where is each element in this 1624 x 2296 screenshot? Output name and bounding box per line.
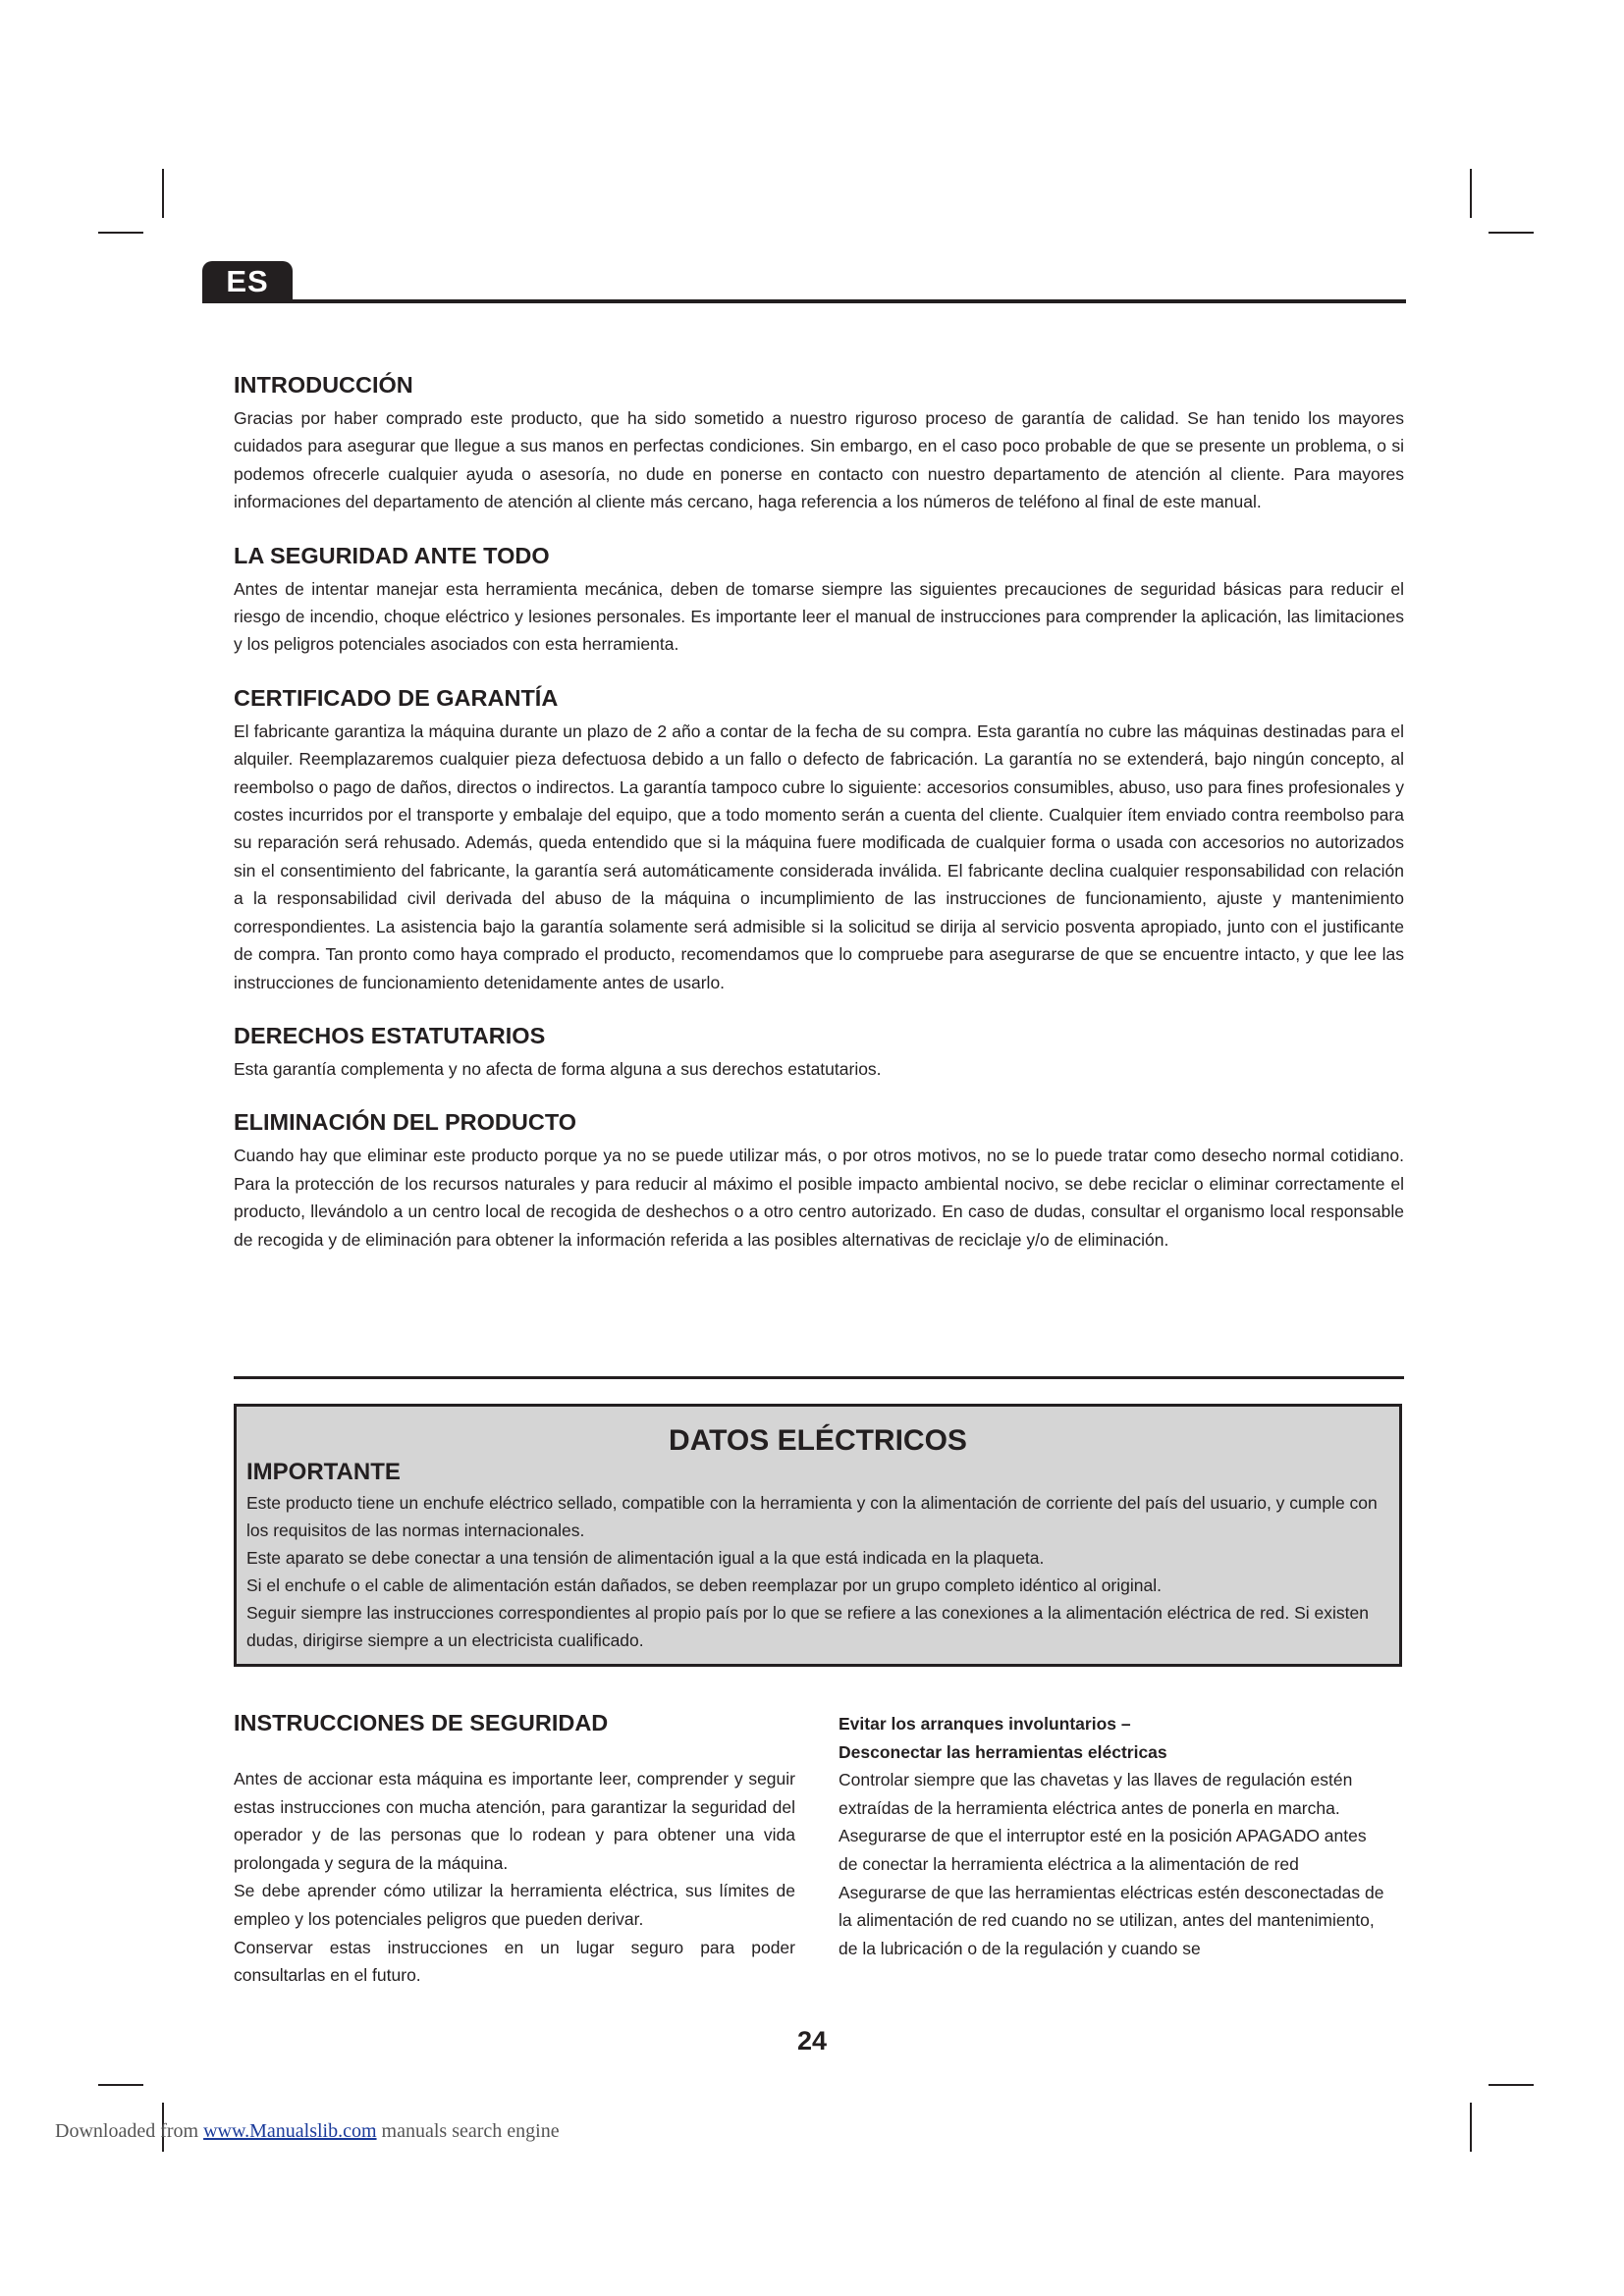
footer-suffix: manuals search engine xyxy=(376,2120,560,2142)
section-seguridad xyxy=(234,542,1404,659)
safety-paragraph: Se debe aprender cómo utilizar la herramienta eléctrica, sus límites de empleo y los potenciales peligros que pueden derivar. xyxy=(234,1881,795,1929)
section-derechos xyxy=(234,1022,1404,1083)
electrical-line: Este producto tiene un enchufe eléctrico sellado, compatible con la herramienta y con la alimentación de corriente del país del usuario, y cumple con los requisitos de las normas internacionales. xyxy=(246,1493,1378,1540)
download-footer xyxy=(55,2120,560,2143)
safety-paragraph: Controlar siempre que las chavetas y las llaves de regulación estén extraídas de la herramienta eléctrica antes de ponerla en marcha. xyxy=(839,1770,1353,1818)
electrical-title: DATOS ELÉCTRICOS xyxy=(669,1424,967,1457)
section-title: DERECHOS ESTATUTARIOS xyxy=(234,1022,546,1048)
electrical-data-box xyxy=(234,1404,1402,1667)
safety-paragraph: Antes de accionar esta máquina es importante leer, comprender y seguir estas instrucciones con mucha atención, para garantizar la seguridad del operador y de las personas que lo rodean y para obtener una vida prolongada y segura de la máquina. xyxy=(234,1769,795,1873)
safety-paragraph: Asegurarse de que el interruptor esté en la posición APAGADO antes de conectar la herramienta eléctrica a la alimentación de red xyxy=(839,1826,1367,1874)
crop-mark xyxy=(98,232,143,234)
page-number: 24 xyxy=(796,2026,828,2056)
safety-paragraph: Asegurarse de que las herramientas eléctricas estén desconectadas de la alimentación de red cuando no se utilizan, antes del mantenimiento, de la lubricación o de la regulación y cuando se xyxy=(839,1882,1384,1958)
header-rule xyxy=(202,299,1406,303)
footer-prefix: Downloaded from xyxy=(55,2120,204,2142)
section-title: INTRODUCCIÓN xyxy=(234,372,413,398)
safety-paragraph: Conservar estas instrucciones en un lugar seguro para poder consultarlas en el futuro. xyxy=(234,1937,795,1986)
section-body: Antes de intentar manejar esta herramienta mecánica, deben de tomarse siempre las siguientes precauciones de seguridad básicas para reducir el riesgo de incendio, choque eléctrico y lesiones personales. Es importante leer el manual de instrucciones para comprender la aplicación, las limitaciones y los peligros potenciales asociados con esta herramienta. xyxy=(234,578,1404,655)
electrical-line: Si el enchufe o el cable de alimentación están dañados, se deben reemplazar por un grupo completo idéntico al original. xyxy=(246,1575,1162,1595)
safety-right-column xyxy=(839,1708,1388,1962)
section-garantia xyxy=(234,684,1404,996)
electrical-line: Este aparato se debe conectar a una tensión de alimentación igual a la que está indicada en la plaqueta. xyxy=(246,1548,1045,1568)
section-body: El fabricante garantiza la máquina durante un plazo de 2 año a contar de la fecha de su compra. Esta garantía no cubre las máquinas destinadas para el alquiler. Reemplazaremos cualquier pieza defectuosa debido a un fallo o defecto de fabricación. La garantía no se extenderá, bajo ningún concepto, al reembolso o pago de daños, directos o indirectos. La garantía tampoco cubre lo siguiente: accesorios consumibles, abuso, uso para fines profesionales y costes incurridos por el transporte y embalaje del equipo, que a todo momento serán a cuenta del cliente. Cualquier ítem enviado contra reembolso para su reparación será rehusado. Además, queda entendido que si la máquina fuere modificada de cualquier forma o usada con accesorios no autorizados sin el consentimiento del fabricante, la garantía será automáticamente considerada inválida. El fabricante declina cualquier responsabilidad con relación a la responsabilidad civil derivada del abuso de la máquina o incumplimiento de las instrucciones de funcionamiento, ajuste y mantenimiento correspondientes. La asistencia bajo la garantía solamente será admisible si la solicitud se dirija al servicio posventa apropiado, junto con el justificante de compra. Tan pronto como haya comprado el producto, recomendamos que lo compruebe para asegurarse de que se encuentre intacto, y que lee las instrucciones de funcionamiento detenidamente antes de usarlo. xyxy=(234,721,1404,992)
crop-mark xyxy=(1489,232,1534,234)
section-title: ELIMINACIÓN DEL PRODUCTO xyxy=(234,1109,577,1136)
crop-mark xyxy=(98,2084,143,2086)
crop-mark xyxy=(162,169,164,218)
safety-left-column xyxy=(234,1708,795,1990)
section-title: CERTIFICADO DE GARANTÍA xyxy=(234,684,559,711)
crop-mark xyxy=(1470,169,1472,218)
section-eliminacion xyxy=(234,1108,1404,1254)
section-introduccion xyxy=(234,371,1404,516)
divider-rule xyxy=(234,1376,1404,1379)
manualslib-link[interactable]: www.Manualslib.com xyxy=(203,2120,377,2142)
safety-title: INSTRUCCIONES DE SEGURIDAD xyxy=(234,1710,609,1735)
section-body: Gracias por haber comprado este producto, que ha sido sometido a nuestro riguroso proceso de garantía de calidad. Se han tenido los mayores cuidados para asegurar que llegue a sus manos en perfectas condiciones. Sin embargo, en el caso poco probable de que se presente un problema, o si podemos ofrecerle cualquier ayuda o asesoría, no dude en ponerse en contacto con nuestro departamento de atención al cliente. Para mayores informaciones del departamento de atención al cliente más cercano, haga referencia a los números de teléfono al final de este manual. xyxy=(234,408,1404,512)
safety-subheading: Evitar los arranques involuntarios – xyxy=(839,1714,1131,1734)
crop-mark xyxy=(1489,2084,1534,2086)
important-heading: IMPORTANTE xyxy=(246,1459,401,1485)
section-body: Esta garantía complementa y no afecta de forma alguna a sus derechos estatutarios. xyxy=(234,1058,882,1079)
section-title: LA SEGURIDAD ANTE TODO xyxy=(234,542,550,568)
section-body: Cuando hay que eliminar este producto porque ya no se puede utilizar más, o por otros motivos, no se lo puede tratar como desecho normal cotidiano. Para la protección de los recursos naturales y para reducir al máximo el posible impacto ambiental nocivo, se debe reciclar o eliminar correctamente el producto, llevándolo a un centro local de recogida de deshechos o a otro centro autorizado. En caso de dudas, consultar el organismo local responsable de recogida y de eliminación para obtener la información referida a las posibles alternativas de reciclaje y/o de eliminación. xyxy=(234,1146,1404,1250)
language-tab: ES xyxy=(202,261,293,302)
crop-mark xyxy=(1470,2103,1472,2152)
safety-subheading: Desconectar las herramientas eléctricas xyxy=(839,1741,1167,1762)
electrical-line: Seguir siempre las instrucciones correspondientes al propio país por lo que se refiere a las conexiones a la alimentación eléctrica de red. Si existen dudas, dirigirse siempre a un electricista cualificado. xyxy=(246,1603,1369,1650)
main-content xyxy=(234,371,1404,1279)
